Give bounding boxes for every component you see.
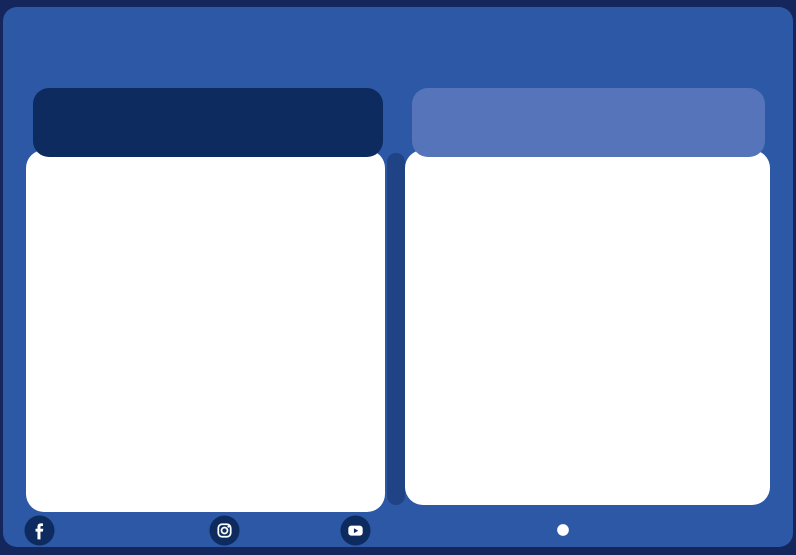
center-divider-decoration bbox=[387, 153, 405, 505]
youtube-link[interactable] bbox=[340, 512, 378, 548]
koronavirus-logo-icon bbox=[545, 512, 581, 548]
koronavirus-logo[interactable] bbox=[545, 512, 597, 548]
instagram-icon bbox=[209, 515, 240, 546]
facebook-icon bbox=[24, 515, 55, 546]
page-title bbox=[0, 27, 796, 61]
youtube-icon bbox=[340, 515, 371, 546]
total-stats-panel bbox=[26, 150, 385, 512]
footer bbox=[0, 512, 796, 548]
today-stats-panel bbox=[405, 150, 770, 505]
total-panel-header bbox=[33, 88, 383, 157]
today-panel-header bbox=[412, 88, 765, 157]
facebook-link[interactable] bbox=[24, 512, 62, 548]
instagram-link[interactable] bbox=[209, 512, 247, 548]
